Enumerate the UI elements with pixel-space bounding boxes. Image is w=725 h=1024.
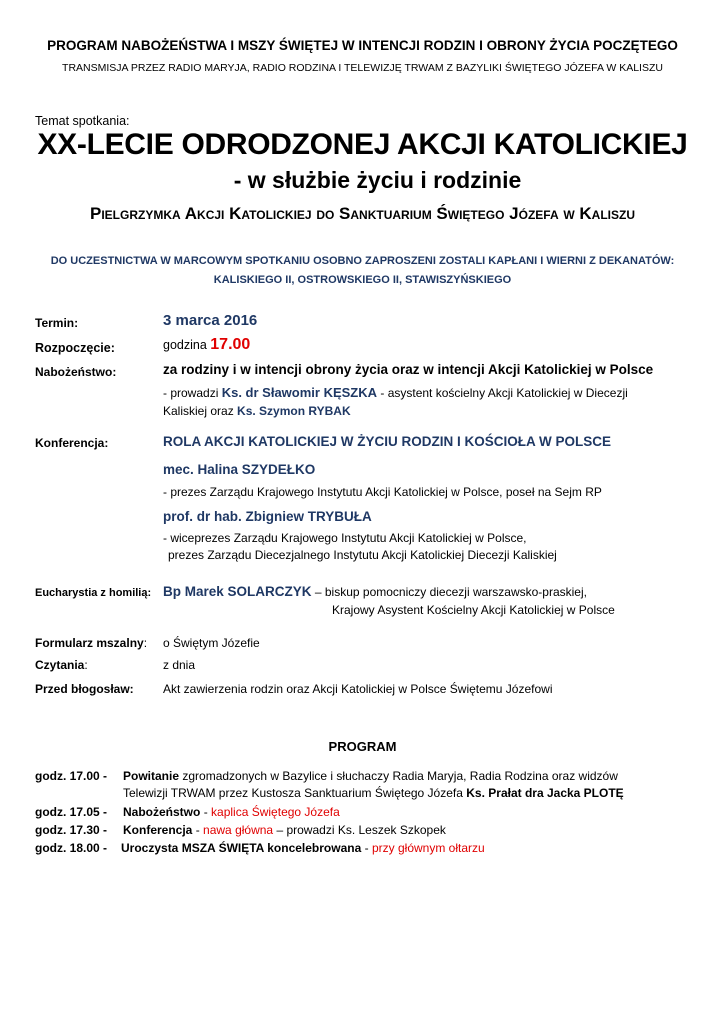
pilgrimage-title: Pielgrzymka Akcji Katolickiej do Sanktuarium Świętego Józefa w Kaliszu <box>89 204 635 223</box>
program-row-2-red: kaplica Świętego Józefa <box>211 805 340 819</box>
eucharist-line-1 <box>163 583 587 601</box>
program-row-3-red: nawa główna <box>203 823 274 837</box>
header-line-2: TRANSMISJA PRZEZ RADIO MARYJA, RADIO RODZINA I TELEWIZJĘ TRWAM Z BAZYLIKI ŚWIĘTEGO JÓZEFA W KALISZU <box>62 62 663 74</box>
eucharist-role-2: Krajowy Asystent Kościelny Akcji Katolickiej w Polsce <box>332 603 615 617</box>
program-row-3-bold: Konferencja <box>123 823 193 837</box>
termin-value: 3 marca 2016 <box>163 312 258 329</box>
program-row-4-sep: - <box>364 841 369 855</box>
eucharist-role-1: – biskup pomocniczy diecezji warszawsko-praskiej, <box>314 585 587 599</box>
start-value <box>163 336 250 354</box>
missal-label: Formularz mszalny <box>35 636 144 650</box>
speaker1-role: - prezes Zarządu Krajowego Instytutu Akcji Katolickiej w Polsce, poseł na Sejm RP <box>163 485 602 499</box>
header-line-1: PROGRAM NABOŻEŃSTWA I MSZY ŚWIĘTEJ W INTENCJI RODZIN I OBRONY ŻYCIA POCZĘTEGO <box>47 38 678 53</box>
service-label: Nabożeństwo: <box>35 365 117 379</box>
program-row-4-time: godz. 18.00 - <box>35 841 108 855</box>
blessing-label: Przed błogosław: <box>35 682 134 696</box>
program-row-1-line2-text: Telewizji TRWAM przez Kustosza Sanktuarium Świętego Józefa <box>123 786 463 800</box>
program-title: PROGRAM <box>328 739 397 754</box>
service-lead-role: - asystent kościelny Akcji Katolickiej w Diecezji <box>380 386 628 400</box>
service-lead-name: Ks. dr Sławomir KĘSZKA <box>221 385 378 400</box>
speaker2-name: prof. dr hab. Zbigniew TRYBUŁA <box>163 509 372 524</box>
service-lead-line-1 <box>163 384 628 402</box>
program-row-3 <box>35 822 446 839</box>
start-time: 17.00 <box>210 336 251 353</box>
invitation-line-1: DO UCZESTNICTWA W MARCOWYM SPOTKANIU OSOBNO ZAPROSZENI ZOSTALI KAPŁANI I WIERNI Z DEKANATÓW: <box>50 255 675 267</box>
service-lead-line-2 <box>163 402 351 420</box>
subtitle: - w służbie życiu i rodzinie <box>233 167 522 193</box>
eucharist-label: Eucharystia z homilią: <box>35 587 152 599</box>
start-label: Rozpoczęcie: <box>35 341 115 355</box>
readings-label: Czytania <box>35 658 85 672</box>
service-lead2-name: Ks. Szymon RYBAK <box>237 404 351 418</box>
program-row-2-time: godz. 17.05 - <box>35 805 108 819</box>
program-row-3-time: godz. 17.30 - <box>35 823 108 837</box>
program-row-1-line-2 <box>123 785 624 802</box>
service-value: za rodziny i w intencji obrony życia oraz w intencji Akcji Katolickiej w Polsce <box>163 362 654 377</box>
service-lead-line2-prefix: Kaliskiej oraz <box>163 404 234 418</box>
program-row-2-bold: Nabożeństwo <box>123 805 201 819</box>
service-lead-prefix: - prowadzi <box>163 386 219 400</box>
program-row-2 <box>35 804 340 821</box>
invitation-line-2: KALISKIEGO II, OSTROWSKIEGO II, STAWISZYŃSKIEGO <box>213 274 512 286</box>
readings-colon: : <box>84 658 88 672</box>
termin-label: Termin: <box>35 316 79 330</box>
start-label-wrap <box>35 341 115 355</box>
speaker2-role-2: prezes Zarządu Diecezjalnego Instytutu Akcji Katolickiej Diecezji Kaliskiej <box>168 548 557 562</box>
speaker1-name: mec. Halina SZYDEŁKO <box>163 462 316 477</box>
program-row-1-text: zgromadzonych w Bazylice i słuchaczy Radia Maryja, Radia Rodzina oraz widzów <box>182 769 618 783</box>
program-row-1-line2-bold: Ks. Prałat dra Jacka PLOTĘ <box>466 786 624 800</box>
topic-label: Temat spotkania: <box>35 114 130 128</box>
program-row-1-time: godz. 17.00 - <box>35 769 108 783</box>
program-row-1-bold: Powitanie <box>123 769 180 783</box>
eucharist-name: Bp Marek SOLARCZYK <box>163 584 312 599</box>
readings-value: z dnia <box>163 658 196 672</box>
missal-colon: : <box>143 636 148 650</box>
missal-value: o Świętym Józefie <box>163 636 260 650</box>
program-row-4 <box>35 840 485 857</box>
program-row-4-red: przy głównym ołtarzu <box>371 841 485 855</box>
conference-title: ROLA AKCJI KATOLICKIEJ W ŻYCIU RODZIN I KOŚCIOŁA W POLSCE <box>163 434 612 449</box>
program-row-4-bold: Uroczysta MSZA ŚWIĘTA koncelebrowana <box>121 841 362 855</box>
main-title: XX-LECIE ODRODZONEJ AKCJI KATOLICKIEJ <box>37 128 688 161</box>
program-row-3-sep: - <box>195 823 200 837</box>
speaker2-role-1: - wiceprezes Zarządu Krajowego Instytutu Akcji Katolickiej w Polsce, <box>163 531 527 545</box>
readings-label-wrap <box>35 658 88 672</box>
missal-label-wrap <box>35 636 147 650</box>
program-row-2-sep: - <box>203 805 208 819</box>
blessing-value: Akt zawierzenia rodzin oraz Akcji Katolickiej w Polsce Świętemu Józefowi <box>163 682 553 696</box>
program-row-1 <box>35 768 618 785</box>
program-row-3-text: – prowadzi Ks. Leszek Szkopek <box>276 823 446 837</box>
invitation-note <box>0 252 725 290</box>
start-prefix: godzina <box>163 338 207 352</box>
conference-label: Konferencja: <box>35 436 109 450</box>
